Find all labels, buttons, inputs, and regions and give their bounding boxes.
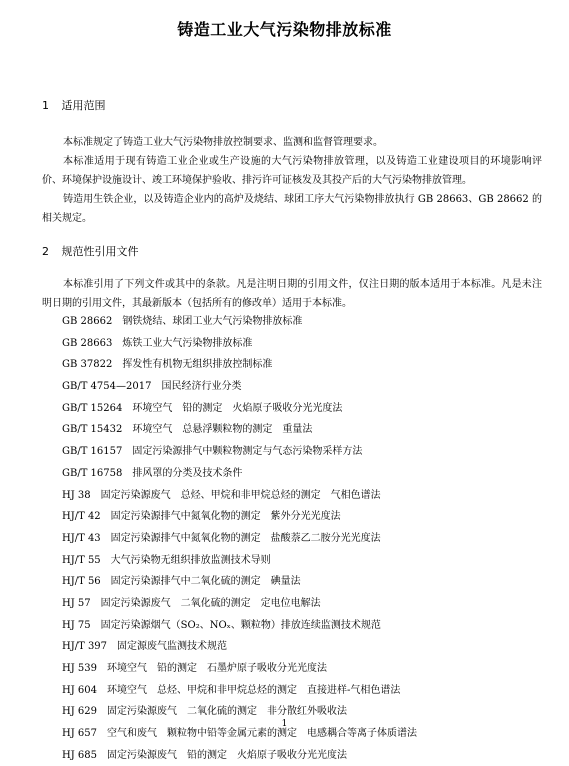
reference-item	[62, 485, 542, 507]
reference-code: HJ 657	[62, 728, 97, 740]
reference-name: 固定源废气监测技术规范	[117, 641, 228, 653]
reference-code: GB/T 16157	[62, 446, 123, 458]
reference-code: GB/T 15264	[62, 402, 123, 414]
reference-code: GB 37822	[62, 359, 113, 371]
paragraph: 铸造用生铁企业，以及铸造企业内的高炉及烧结、球团工序大气污染物排放执行 GB 28663、GB 28662 的相关规定。	[42, 194, 542, 224]
reference-code: HJ 57	[62, 597, 91, 609]
reference-name: 固定污染源废气 铅的测定 火焰原子吸收分光光度法	[107, 749, 347, 761]
reference-item	[62, 398, 542, 420]
reference-item	[62, 550, 542, 572]
reference-code: HJ 38	[62, 489, 91, 501]
reference-name: 环境空气 总烃、甲烷和非甲烷总烃的测定 直接进样-气相色谱法	[107, 684, 401, 696]
reference-item	[62, 463, 542, 485]
section-number: 1	[42, 99, 49, 112]
reference-item	[62, 311, 542, 333]
reference-code: HJ 629	[62, 706, 97, 718]
reference-name: 排风罩的分类及技术条件	[132, 467, 243, 479]
reference-name: 挥发性有机物无组织排放控制标准	[122, 359, 273, 371]
reference-item	[62, 680, 542, 702]
reference-name: 固定污染源排气中氮氧化物的测定 盐酸萘乙二胺分光光度法	[110, 532, 381, 544]
reference-name: 固定污染源废气 总烃、甲烷和非甲烷总烃的测定 气相色谱法	[100, 489, 381, 501]
reference-code: GB 28662	[62, 316, 113, 327]
reference-item	[62, 593, 542, 615]
reference-item	[62, 528, 542, 550]
reference-name: 固定污染源烟气（SO₂、NOₓ、颗粒物）排放连续监测技术规范	[100, 619, 381, 631]
reference-item	[62, 636, 542, 658]
reference-code: HJ/T 397	[62, 641, 108, 653]
reference-name: 国民经济行业分类	[161, 381, 242, 393]
reference-name: 环境空气 铅的测定 火焰原子吸收分光光度法	[132, 402, 343, 414]
reference-code: HJ/T 42	[62, 511, 101, 523]
reference-name: 固定污染源排气中氮氧化物的测定 紫外分光光度法	[110, 511, 341, 523]
reference-name: 固定污染源排气中二氧化硫的测定 碘量法	[110, 576, 301, 588]
section-title: 规范性引用文件	[61, 245, 139, 258]
reference-name: 大气污染物无组织排放监测技术导则	[110, 554, 271, 566]
reference-item	[62, 419, 542, 441]
reference-item	[62, 745, 542, 766]
reference-name: 钢铁烧结、球团工业大气污染物排放标准	[122, 316, 303, 327]
reference-name: 固定污染源废气 二氧化硫的测定 非分散红外吸收法	[107, 706, 347, 718]
section-heading-scope	[42, 97, 106, 113]
reference-code: HJ/T 55	[62, 554, 101, 566]
reference-item	[62, 658, 542, 680]
reference-name: 固定污染源排气中颗粒物测定与气态污染物采样方法	[132, 446, 363, 458]
reference-code: HJ/T 56	[62, 576, 101, 588]
reference-code: GB/T 15432	[62, 424, 123, 436]
reference-name: 环境空气 铅的测定 石墨炉原子吸收分光光度法	[107, 663, 327, 674]
paragraph: 本标准规定了铸造工业大气污染物排放控制要求、监测和监督管理要求。	[63, 137, 383, 148]
references-intro: 本标准引用了下列文件或其中的条款。凡是注明日期的引用文件，仅注日期的版本适用于本标准。凡是未注明日期的引用文件，其最新版本（包括所有的修改单）适用于本标准。	[42, 279, 542, 309]
reference-item	[62, 615, 542, 637]
reference-code: GB/T 4754—2017	[62, 381, 152, 393]
reference-code: HJ/T 43	[62, 532, 101, 544]
reference-name: 环境空气 总悬浮颗粒物的测定 重量法	[132, 424, 313, 436]
reference-code: GB/T 16758	[62, 467, 123, 479]
reference-item	[62, 333, 542, 355]
page-number: 1	[281, 719, 288, 729]
reference-name: 固定污染源废气 二氧化硫的测定 定电位电解法	[100, 597, 321, 609]
section-heading-references	[42, 243, 139, 259]
section-title: 适用范围	[61, 99, 106, 112]
reference-code: HJ 75	[62, 619, 91, 631]
paragraph: 本标准适用于现有铸造工业企业或生产设施的大气污染物排放管理，以及铸造工业建设项目的环境影响评价、环境保护设施设计、竣工环境保护验收、排污许可证核发及其投产后的大气污染物排放管理。	[42, 156, 542, 186]
reference-name: 空气和废气 颗粒物中铅等金属元素的测定 电感耦合等离子体质谱法	[107, 728, 417, 740]
reference-item	[62, 376, 542, 398]
reference-code: HJ 539	[62, 663, 97, 674]
reference-code: HJ 604	[62, 684, 97, 696]
reference-item	[62, 571, 542, 593]
reference-item	[62, 506, 542, 528]
reference-list	[62, 311, 542, 766]
reference-code: HJ 685	[62, 749, 97, 761]
section-number: 2	[42, 245, 49, 258]
reference-item	[62, 441, 542, 463]
reference-item	[62, 354, 542, 376]
reference-name: 炼铁工业大气污染物排放标准	[122, 337, 253, 349]
reference-code: GB 28663	[62, 337, 113, 349]
document-title: 铸造工业大气污染物排放标准	[177, 20, 392, 39]
